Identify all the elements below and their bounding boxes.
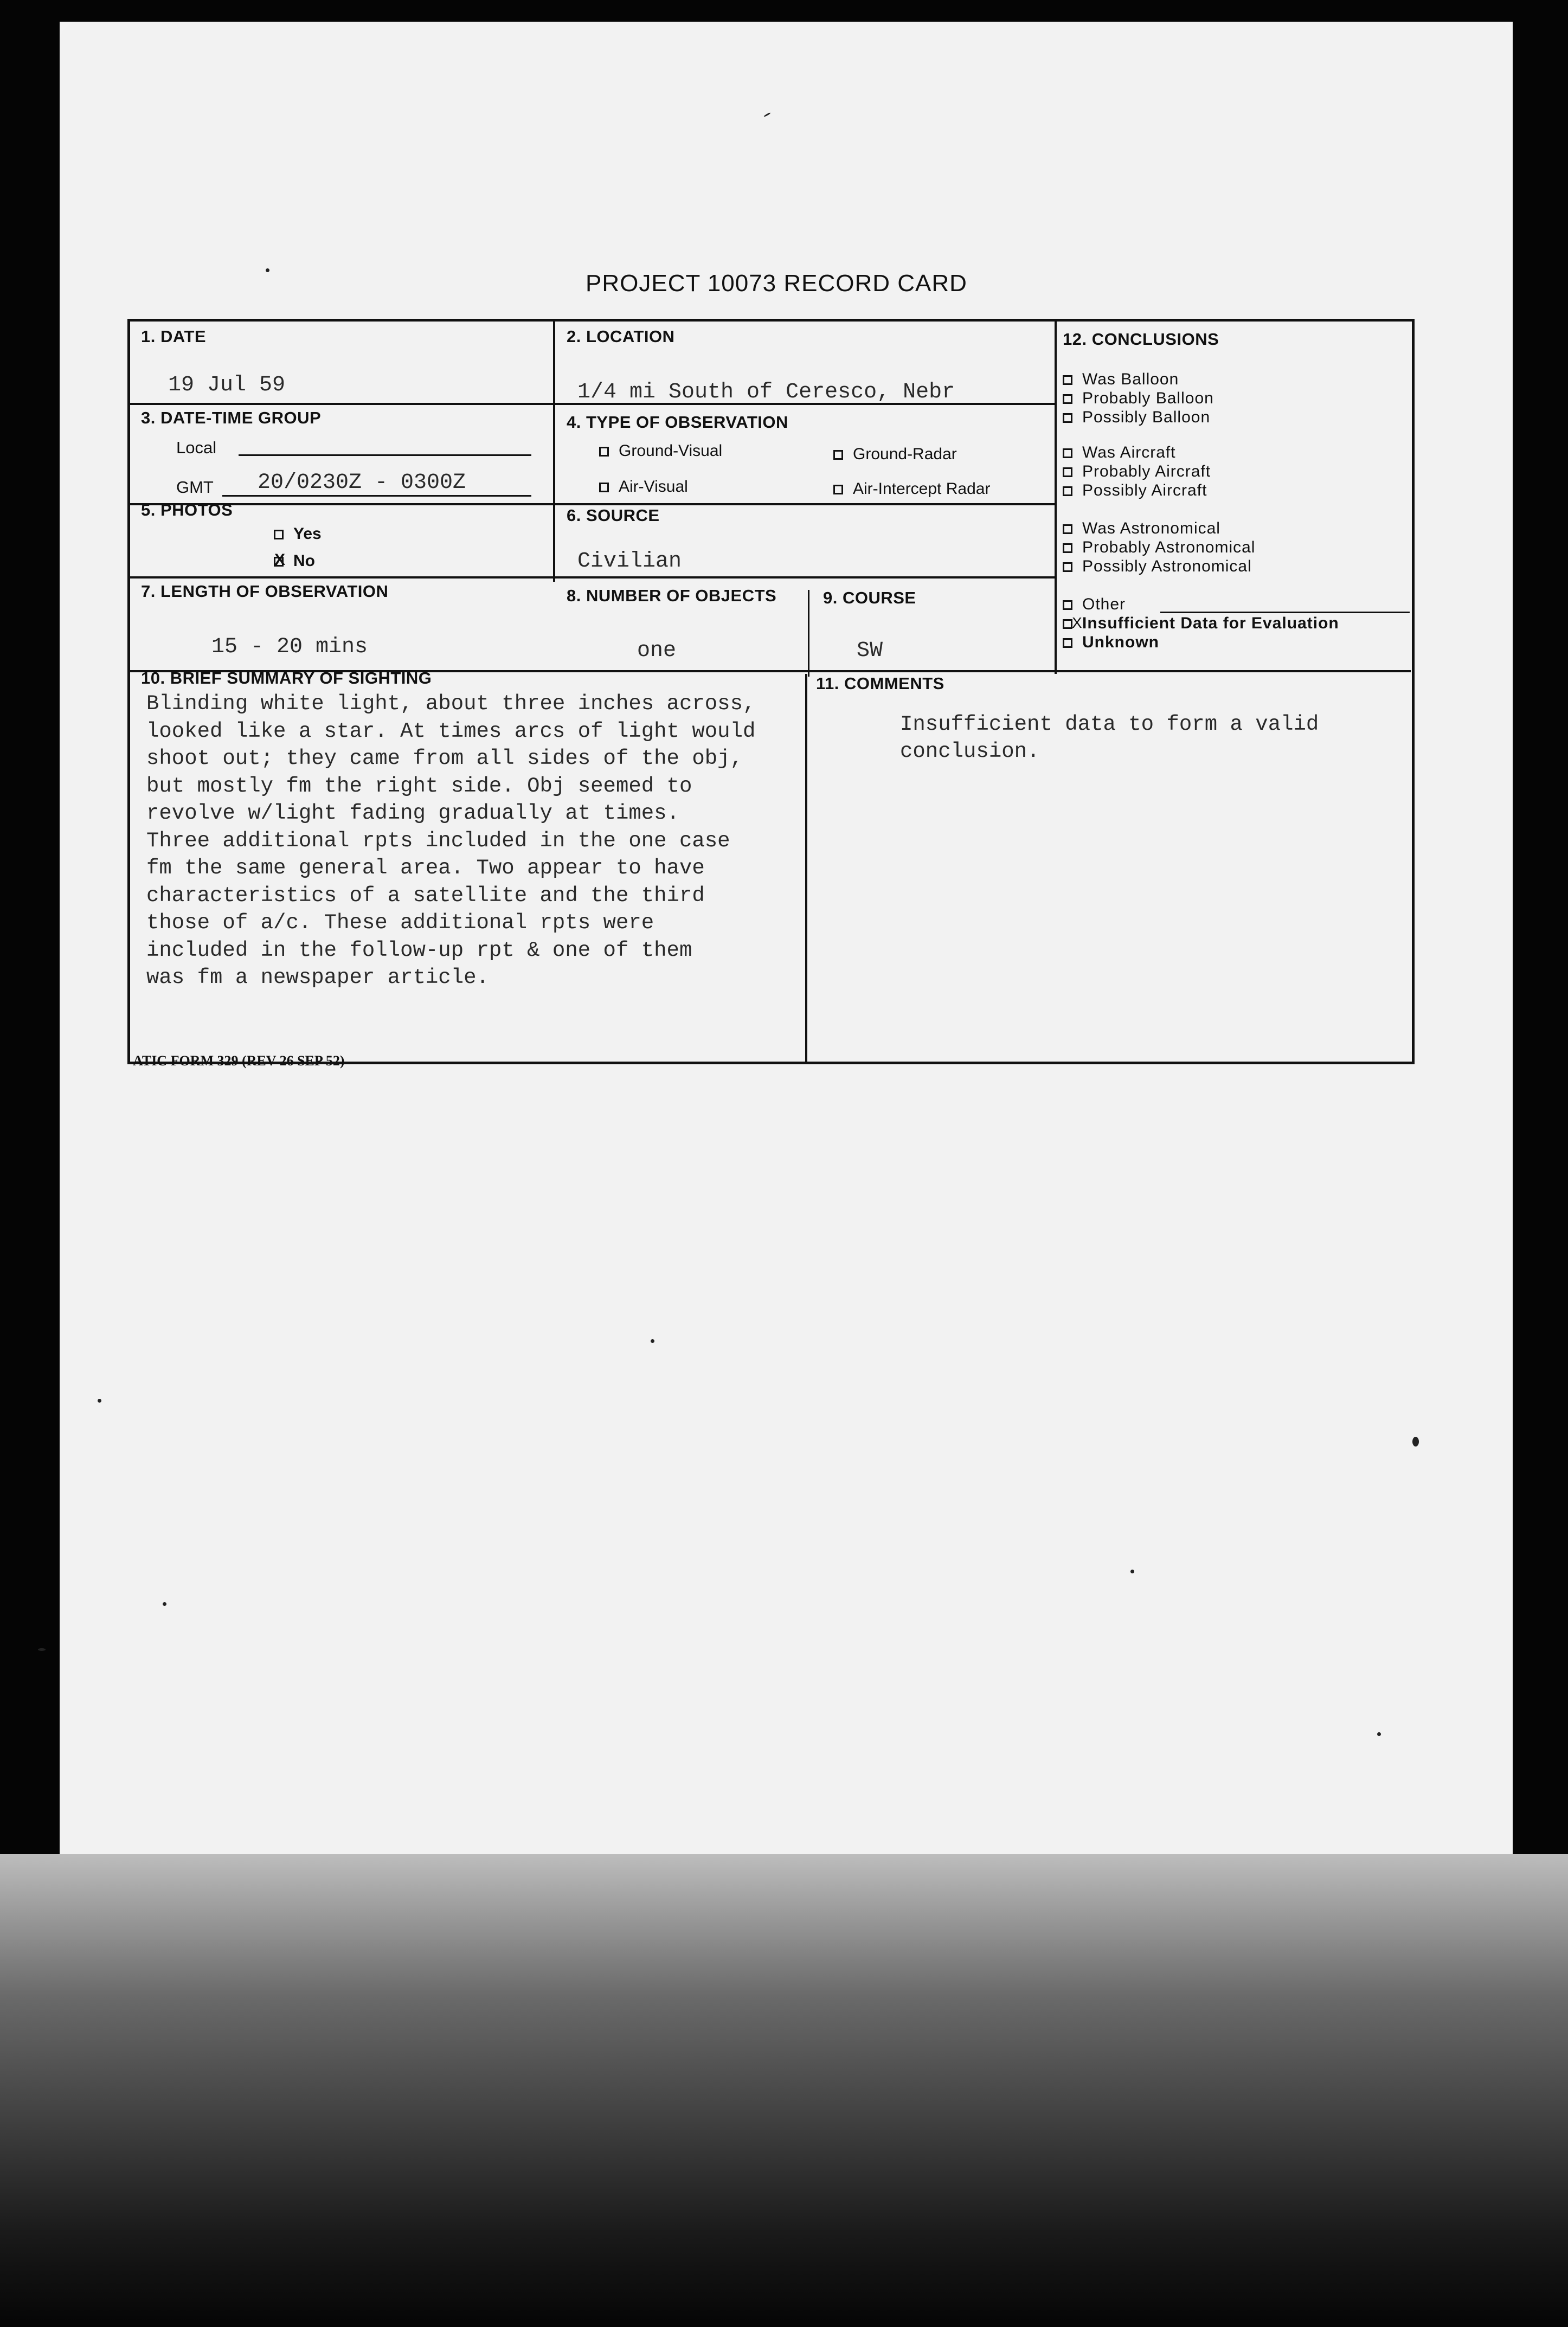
photos-label: 5. PHOTOS — [141, 500, 233, 519]
local-field-line — [239, 454, 531, 456]
objects-value: one — [637, 639, 677, 663]
conclusion-possibly-balloon: Possibly Balloon — [1063, 408, 1210, 427]
photos-no: X No — [274, 551, 315, 570]
conclusion-probably-astronomical: Probably Astronomical — [1063, 538, 1255, 557]
course-value: SW — [857, 639, 883, 663]
option-ground-visual: Ground-Visual — [599, 442, 722, 460]
conclusions-label: 12. CONCLUSIONS — [1063, 330, 1219, 349]
conclusion-other: Other — [1063, 595, 1126, 614]
checkbox-ground-visual — [599, 447, 609, 457]
checkbox-ground-radar — [833, 450, 843, 460]
summary-label: 10. BRIEF SUMMARY OF SIGHTING — [141, 668, 432, 687]
course-label: 9. COURSE — [823, 588, 916, 607]
record-card — [127, 319, 1415, 1064]
page-shadow — [0, 1854, 1568, 2327]
checkbox-photos-yes — [274, 530, 284, 539]
checkbox — [1063, 486, 1072, 496]
objects-label: 8. NUMBER OF OBJECTS — [567, 586, 777, 605]
checkbox — [1063, 467, 1072, 477]
conclusion-was-balloon: Was Balloon — [1063, 370, 1179, 389]
source-label: 6. SOURCE — [567, 506, 660, 525]
other-field-line — [1160, 612, 1410, 613]
conclusion-was-astronomical: Was Astronomical — [1063, 519, 1220, 538]
checkbox — [1063, 394, 1072, 404]
length-label: 7. LENGTH OF OBSERVATION — [141, 582, 389, 601]
checkbox-checked: X — [1063, 619, 1072, 629]
local-label: Local — [176, 438, 217, 457]
checkbox — [1063, 524, 1072, 534]
conclusion-possibly-aircraft: Possibly Aircraft — [1063, 481, 1207, 500]
checkbox-air-visual — [599, 483, 609, 492]
option-air-intercept-radar: Air-Intercept Radar — [833, 480, 990, 498]
source-value: Civilian — [577, 549, 682, 574]
form-footer: ATIC FORM 329 (REV 26 SEP 52) — [133, 1053, 345, 1069]
conclusion-possibly-astronomical: Possibly Astronomical — [1063, 557, 1252, 576]
conclusion-insufficient-data: X Insufficient Data for Evaluation — [1063, 614, 1339, 633]
checkbox — [1063, 448, 1072, 458]
conclusion-probably-aircraft: Probably Aircraft — [1063, 462, 1211, 481]
checkbox — [1063, 413, 1072, 423]
comments-text: Insufficient data to form a valid conclusion. — [900, 712, 1319, 763]
checkbox — [1063, 600, 1072, 610]
comments-label: 11. COMMENTS — [816, 674, 944, 693]
checkbox-air-intercept-radar — [833, 485, 843, 494]
checkbox-photos-no: X — [274, 551, 286, 569]
date-label: 1. DATE — [141, 327, 207, 346]
gmt-label: GMT — [176, 478, 214, 497]
gmt-value: 20/0230Z - 0300Z — [258, 471, 466, 495]
card-title: PROJECT 10073 RECORD CARD — [586, 270, 967, 297]
checkbox — [1063, 543, 1072, 553]
type-of-observation-label: 4. TYPE OF OBSERVATION — [567, 413, 788, 432]
photos-yes: Yes — [274, 525, 322, 543]
checkbox — [1063, 562, 1072, 572]
date-time-group-label: 3. DATE-TIME GROUP — [141, 408, 322, 427]
date-value: 19 Jul 59 — [168, 373, 286, 397]
checkbox — [1063, 375, 1072, 385]
location-value: 1/4 mi South of Ceresco, Nebr — [577, 380, 955, 404]
summary-text: Blinding white light, about three inches across, looked like a star. At times arcs of light would shoot out; they came from all sides of the obj, but mostly fm the right side. Obj seemed to revolve w/light fading gradually at times. Three additional rpts included in the one case fm the same general area. Two appear to have characteristics of a satellite and the third those of a/c. These additional rpts were included in the follow-up rpt & one of them was fm a newspaper article. — [146, 692, 756, 989]
location-label: 2. LOCATION — [567, 327, 675, 346]
option-ground-radar: Ground-Radar — [833, 445, 957, 464]
conclusion-was-aircraft: Was Aircraft — [1063, 443, 1176, 462]
conclusion-probably-balloon: Probably Balloon — [1063, 389, 1214, 408]
checkbox — [1063, 638, 1072, 648]
conclusion-unknown: Unknown — [1063, 633, 1159, 652]
gmt-field-line — [222, 495, 531, 497]
length-value: 15 - 20 mins — [211, 635, 368, 659]
option-air-visual: Air-Visual — [599, 478, 688, 496]
